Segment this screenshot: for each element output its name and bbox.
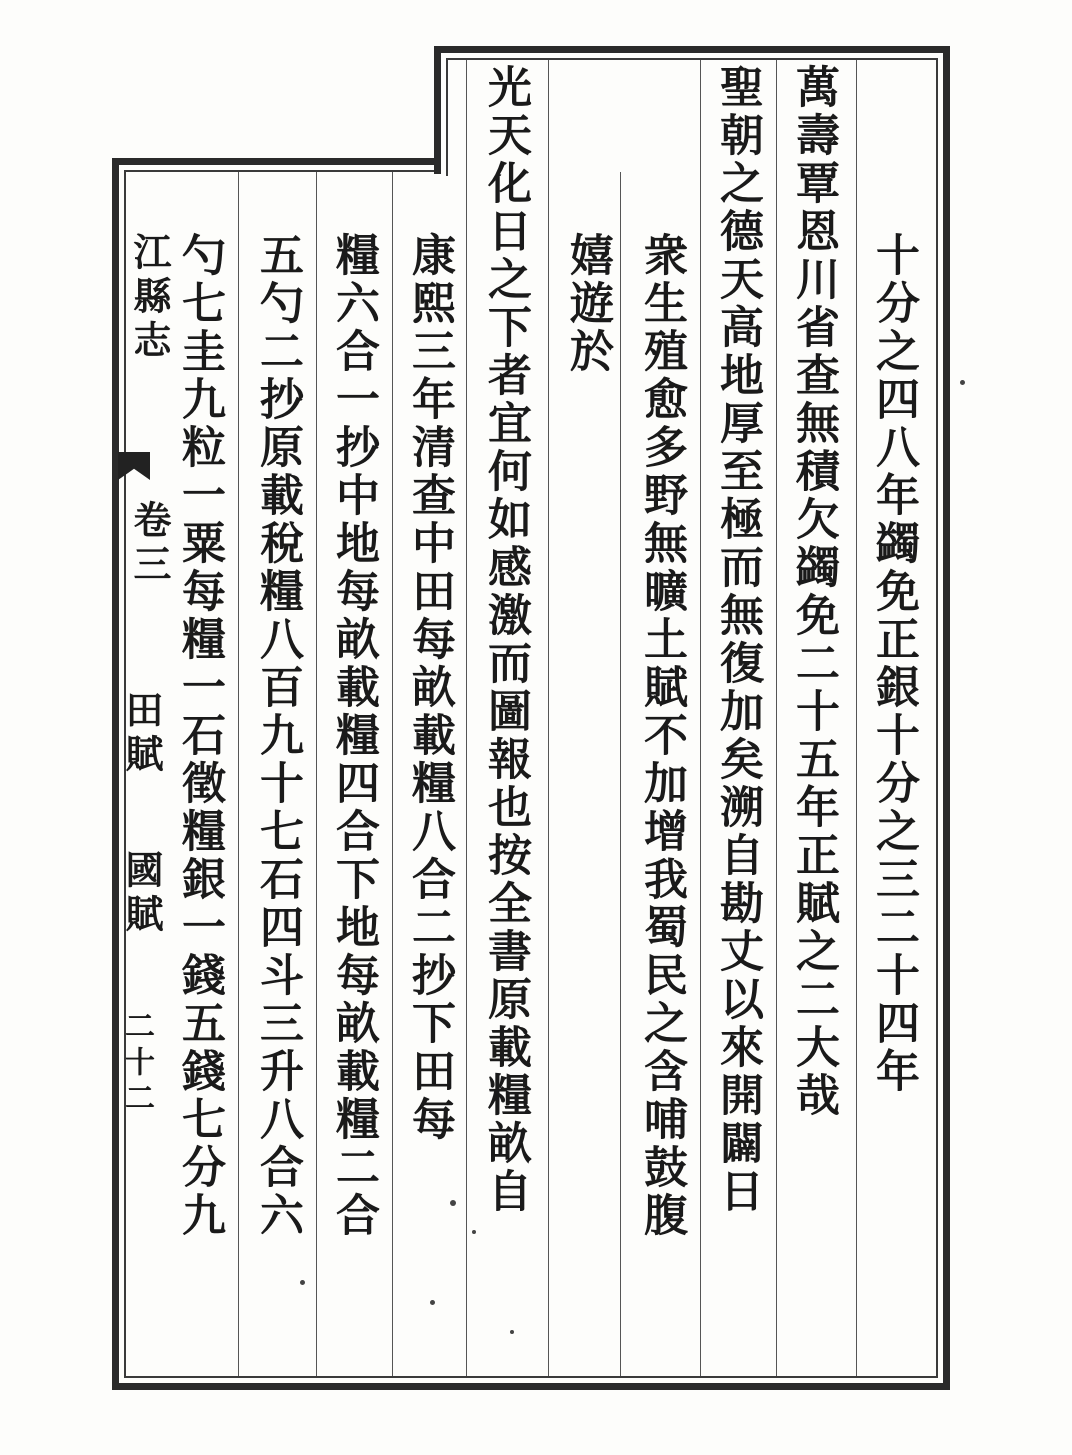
scan-speck: [510, 1330, 514, 1334]
column-divider: [856, 60, 857, 1376]
text-column-10: 勺七圭九粒一粟每糧一石徵糧銀一錢五錢七分九: [174, 232, 225, 1240]
column-divider: [548, 60, 549, 1376]
scan-speck: [960, 380, 965, 385]
scan-speck: [472, 1230, 476, 1234]
volume-label: 卷三: [127, 500, 172, 588]
text-column-5: 嬉遊於: [562, 232, 613, 376]
column-divider: [466, 60, 467, 1376]
text-column-6: 光天化日之下者宜何如感激而圖報也按全書原載糧畝自: [480, 64, 531, 1216]
text-column-8: 糧六合一抄中地每畝載糧四合下地每畝載糧二合: [328, 232, 379, 1240]
column-divider: [776, 60, 777, 1376]
text-column-1: 十分之四八年蠲免正銀十分之三二十四年: [868, 232, 919, 1096]
book-title: 江縣志: [127, 232, 172, 364]
column-divider: [700, 60, 701, 1376]
column-divider: [392, 172, 393, 1376]
text-column-9: 五勺二抄原載稅糧八百九十七石四斗三升八合六: [252, 232, 303, 1240]
scan-speck: [450, 1200, 456, 1206]
text-column-3: 聖朝之德天高地厚至極而無復加矣溯自勘丈以來開闢日: [712, 64, 763, 1216]
column-divider: [620, 172, 621, 1376]
column-divider: [316, 172, 317, 1376]
text-column-7: 康熙三年清查中田每畝載糧八合二抄下田每: [404, 232, 455, 1144]
text-column-2: 萬壽覃恩川省查無積欠蠲免二十五年正賦之二大哉: [788, 64, 839, 1120]
page-number: 二十二: [119, 1010, 154, 1118]
text-column-4: 衆生殖愈多野無曠土賦不加增我蜀民之含哺鼓腹: [636, 232, 687, 1240]
column-divider: [238, 172, 239, 1376]
scan-speck: [430, 1300, 435, 1305]
section-label-guofu: 國賦: [119, 850, 164, 938]
section-label-tianfu: 田賦: [119, 690, 164, 778]
scan-speck: [300, 1280, 305, 1285]
